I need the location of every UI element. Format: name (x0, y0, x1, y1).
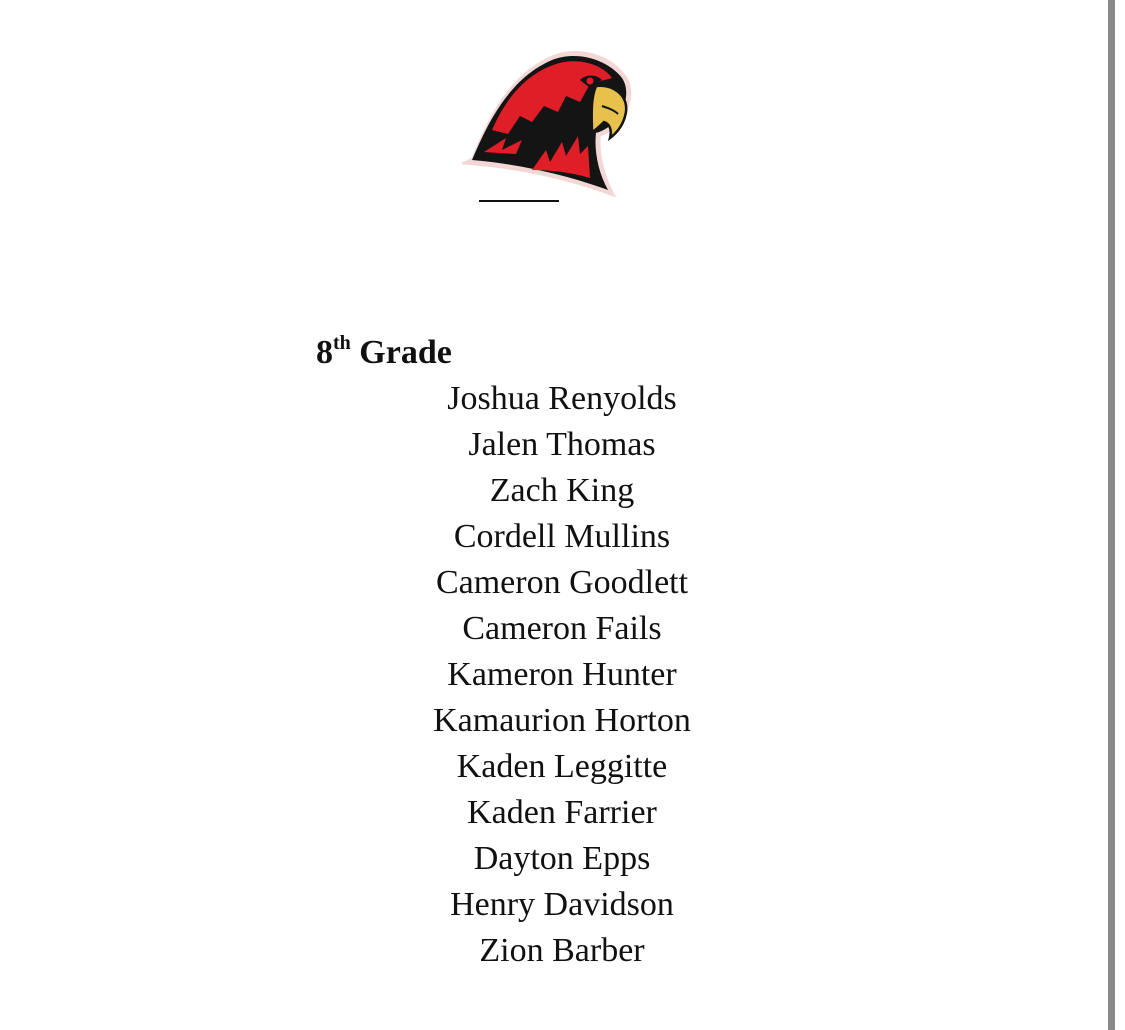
roster-item: Cameron Fails (462, 610, 662, 647)
roster-item: Cameron Goodlett (435, 564, 689, 601)
roster-item: Kaden Farrier (467, 794, 657, 831)
hawk-mascot-logo (462, 50, 634, 198)
hawk-head-icon (462, 50, 634, 198)
player-roster-list (362, 376, 762, 974)
roster-item: Henry Davidson (450, 886, 674, 923)
roster-item: Zion Barber (479, 932, 645, 969)
logo-underline-rule (479, 200, 559, 202)
roster-item: Dayton Epps (473, 840, 651, 877)
grade-heading (316, 331, 452, 375)
roster-item: Cordell Mullins (453, 518, 671, 555)
grade-word: Grade (359, 334, 452, 371)
roster-item: Zach King (489, 472, 635, 509)
roster-item: Kaden Leggitte (456, 748, 668, 785)
roster-item: Joshua Renyolds (447, 380, 677, 417)
grade-number: 8 (316, 334, 333, 371)
roster-item: Kameron Hunter (447, 656, 677, 693)
grade-ordinal-suffix: th (333, 331, 351, 354)
roster-item: Kamaurion Horton (433, 702, 691, 739)
viewer-scroll-edge[interactable] (1108, 0, 1115, 1030)
roster-item: Jalen Thomas (468, 426, 656, 463)
